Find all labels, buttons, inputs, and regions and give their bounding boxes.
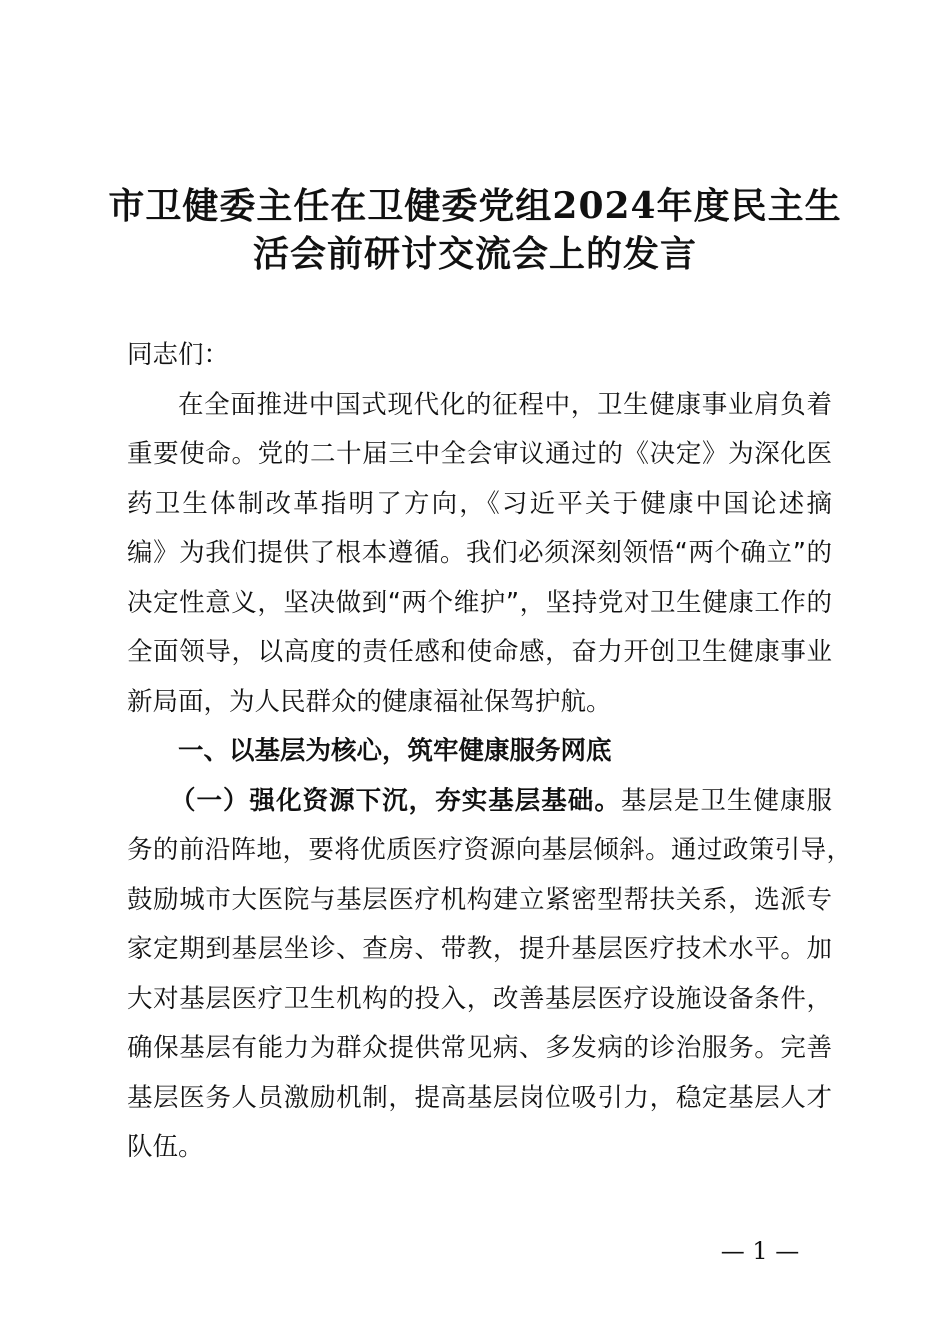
body-line: 务的前沿阵地，要将优质医疗资源向基层倾斜。通过政策引导， (127, 835, 852, 865)
intro-line: 全面领导，以高度的责任感和使命感，奋力开创卫生健康事业 (127, 637, 832, 667)
section-heading: 一、以基层为核心，筑牢健康服务网底 (178, 736, 612, 766)
body-line: 基层医务人员激励机制，提高基层岗位吸引力，稳定基层人才 (127, 1083, 832, 1113)
document-title-line-2: 活会前研讨交流会上的发言 (252, 233, 697, 275)
subsection-first-line (170, 783, 832, 819)
body-line: 鼓励城市大医院与基层医疗机构建立紧密型帮扶关系，选派专 (127, 885, 832, 915)
document-title-line-1: 市卫健委主任在卫健委党组2024年度民主生 (108, 185, 842, 227)
intro-line: 编》为我们提供了根本遵循。我们必须深刻领悟“两个确立”的 (127, 538, 832, 568)
page-number: — 1 — (720, 1237, 800, 1265)
subsection-first-line-text: 基层是卫生健康服 (620, 786, 832, 816)
body-line: 家定期到基层坐诊、查房、带教，提升基层医疗技术水平。加 (127, 934, 832, 964)
intro-line: 在全面推进中国式现代化的征程中，卫生健康事业肩负着 (178, 390, 832, 420)
body-line: 确保基层有能力为群众提供常见病、多发病的诊治服务。完善 (127, 1033, 832, 1063)
body-line: 队伍。 (127, 1132, 204, 1162)
intro-line: 药卫生体制改革指明了方向，《习近平关于健康中国论述摘 (127, 489, 832, 519)
body-line: 大对基层医疗卫生机构的投入，改善基层医疗设施设备条件， (127, 984, 832, 1014)
subsection-heading: （一）强化资源下沉，夯实基层基础。 (170, 786, 621, 816)
intro-line: 新局面，为人民群众的健康福祉保驾护航。 (127, 687, 612, 717)
intro-line: 重要使命。党的二十届三中全会审议通过的《决定》为深化医 (127, 439, 832, 469)
salutation: 同志们： (127, 340, 230, 370)
intro-line: 决定性意义，坚决做到“两个维护”，坚持党对卫生健康工作的 (127, 588, 832, 618)
